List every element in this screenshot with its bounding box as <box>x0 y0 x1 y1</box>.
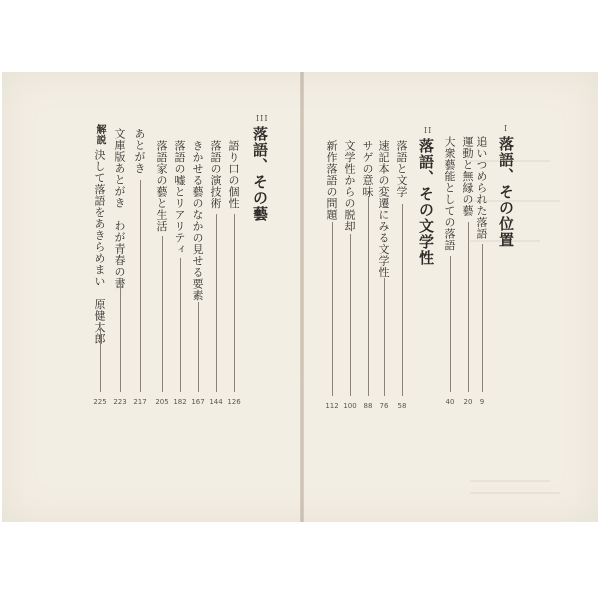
toc-page-number: 76 <box>379 402 389 410</box>
toc-entry: きかせる藝のなかの見せる要素 <box>191 140 204 301</box>
section-numeral: III <box>256 114 269 123</box>
toc-leader <box>100 328 101 392</box>
section-title: 落語、その位置 <box>497 136 515 248</box>
toc-entry: 追いつめられた落語 <box>475 136 488 240</box>
toc-leader <box>216 214 217 392</box>
toc-page-number: 9 <box>479 398 485 406</box>
toc-page-number: 167 <box>191 398 205 406</box>
toc-page-number: 205 <box>155 398 169 406</box>
toc-page-number: 20 <box>463 398 473 406</box>
toc-leader <box>180 258 181 392</box>
toc-page-number: 144 <box>209 398 223 406</box>
section-title: 落語、その文学性 <box>417 138 435 266</box>
toc-entry: サゲの意味 <box>361 140 374 198</box>
toc-entry: 落語の嘘とリアリティ <box>173 140 186 255</box>
commentary-badge: 解説 <box>94 124 105 145</box>
toc-page-number: 40 <box>445 398 455 406</box>
toc-leader <box>350 234 351 396</box>
toc-entry: 落語家の藝と生活 <box>155 140 168 232</box>
toc-entry: 文学性からの脱却 <box>343 140 356 232</box>
toc-page-number: 225 <box>93 398 107 406</box>
section-title: 落語、その藝 <box>251 126 269 222</box>
toc-page-number: 112 <box>325 402 339 410</box>
left-page <box>2 72 300 522</box>
toc-leader <box>120 284 121 392</box>
toc-entry-bunko-afterword: 文庫版あとがき わが青春の書 <box>113 128 126 289</box>
section-numeral: II <box>424 126 433 135</box>
toc-leader <box>140 180 141 392</box>
toc-page-number: 88 <box>363 402 373 410</box>
toc-entry-afterword: あとがき <box>133 128 146 174</box>
toc-entry: 速記本の変遷にみる文学性 <box>377 140 390 278</box>
toc-page-number: 58 <box>397 402 407 410</box>
toc-entry: 新作落語の問題 <box>325 140 338 221</box>
toc-entry: 落語の演技術 <box>209 140 222 209</box>
toc-page-number: 223 <box>113 398 127 406</box>
toc-leader <box>162 236 163 392</box>
toc-page-number: 100 <box>343 402 357 410</box>
toc-leader <box>402 204 403 396</box>
toc-entry: 運動と無縁の藝 <box>461 136 474 217</box>
toc-page-number: 217 <box>133 398 147 406</box>
toc-leader <box>332 222 333 396</box>
toc-page-number: 182 <box>173 398 187 406</box>
toc-leader <box>482 244 483 392</box>
toc-leader <box>368 196 369 396</box>
toc-leader <box>384 278 385 396</box>
toc-page-number: 126 <box>227 398 241 406</box>
toc-leader <box>198 302 199 392</box>
toc-entry: 語り口の個性 <box>227 140 240 209</box>
toc-entry: 大衆藝能としての落語 <box>443 136 456 251</box>
toc-entry-commentary <box>94 124 105 345</box>
toc-leader <box>468 222 469 392</box>
toc-leader <box>234 214 235 392</box>
commentary-title: 決して落語をあきらめまい 原健太郎 <box>93 149 106 345</box>
section-numeral: I <box>504 124 509 133</box>
toc-entry: 落語と文学 <box>395 140 408 198</box>
toc-leader <box>450 256 451 392</box>
right-page <box>304 72 598 522</box>
